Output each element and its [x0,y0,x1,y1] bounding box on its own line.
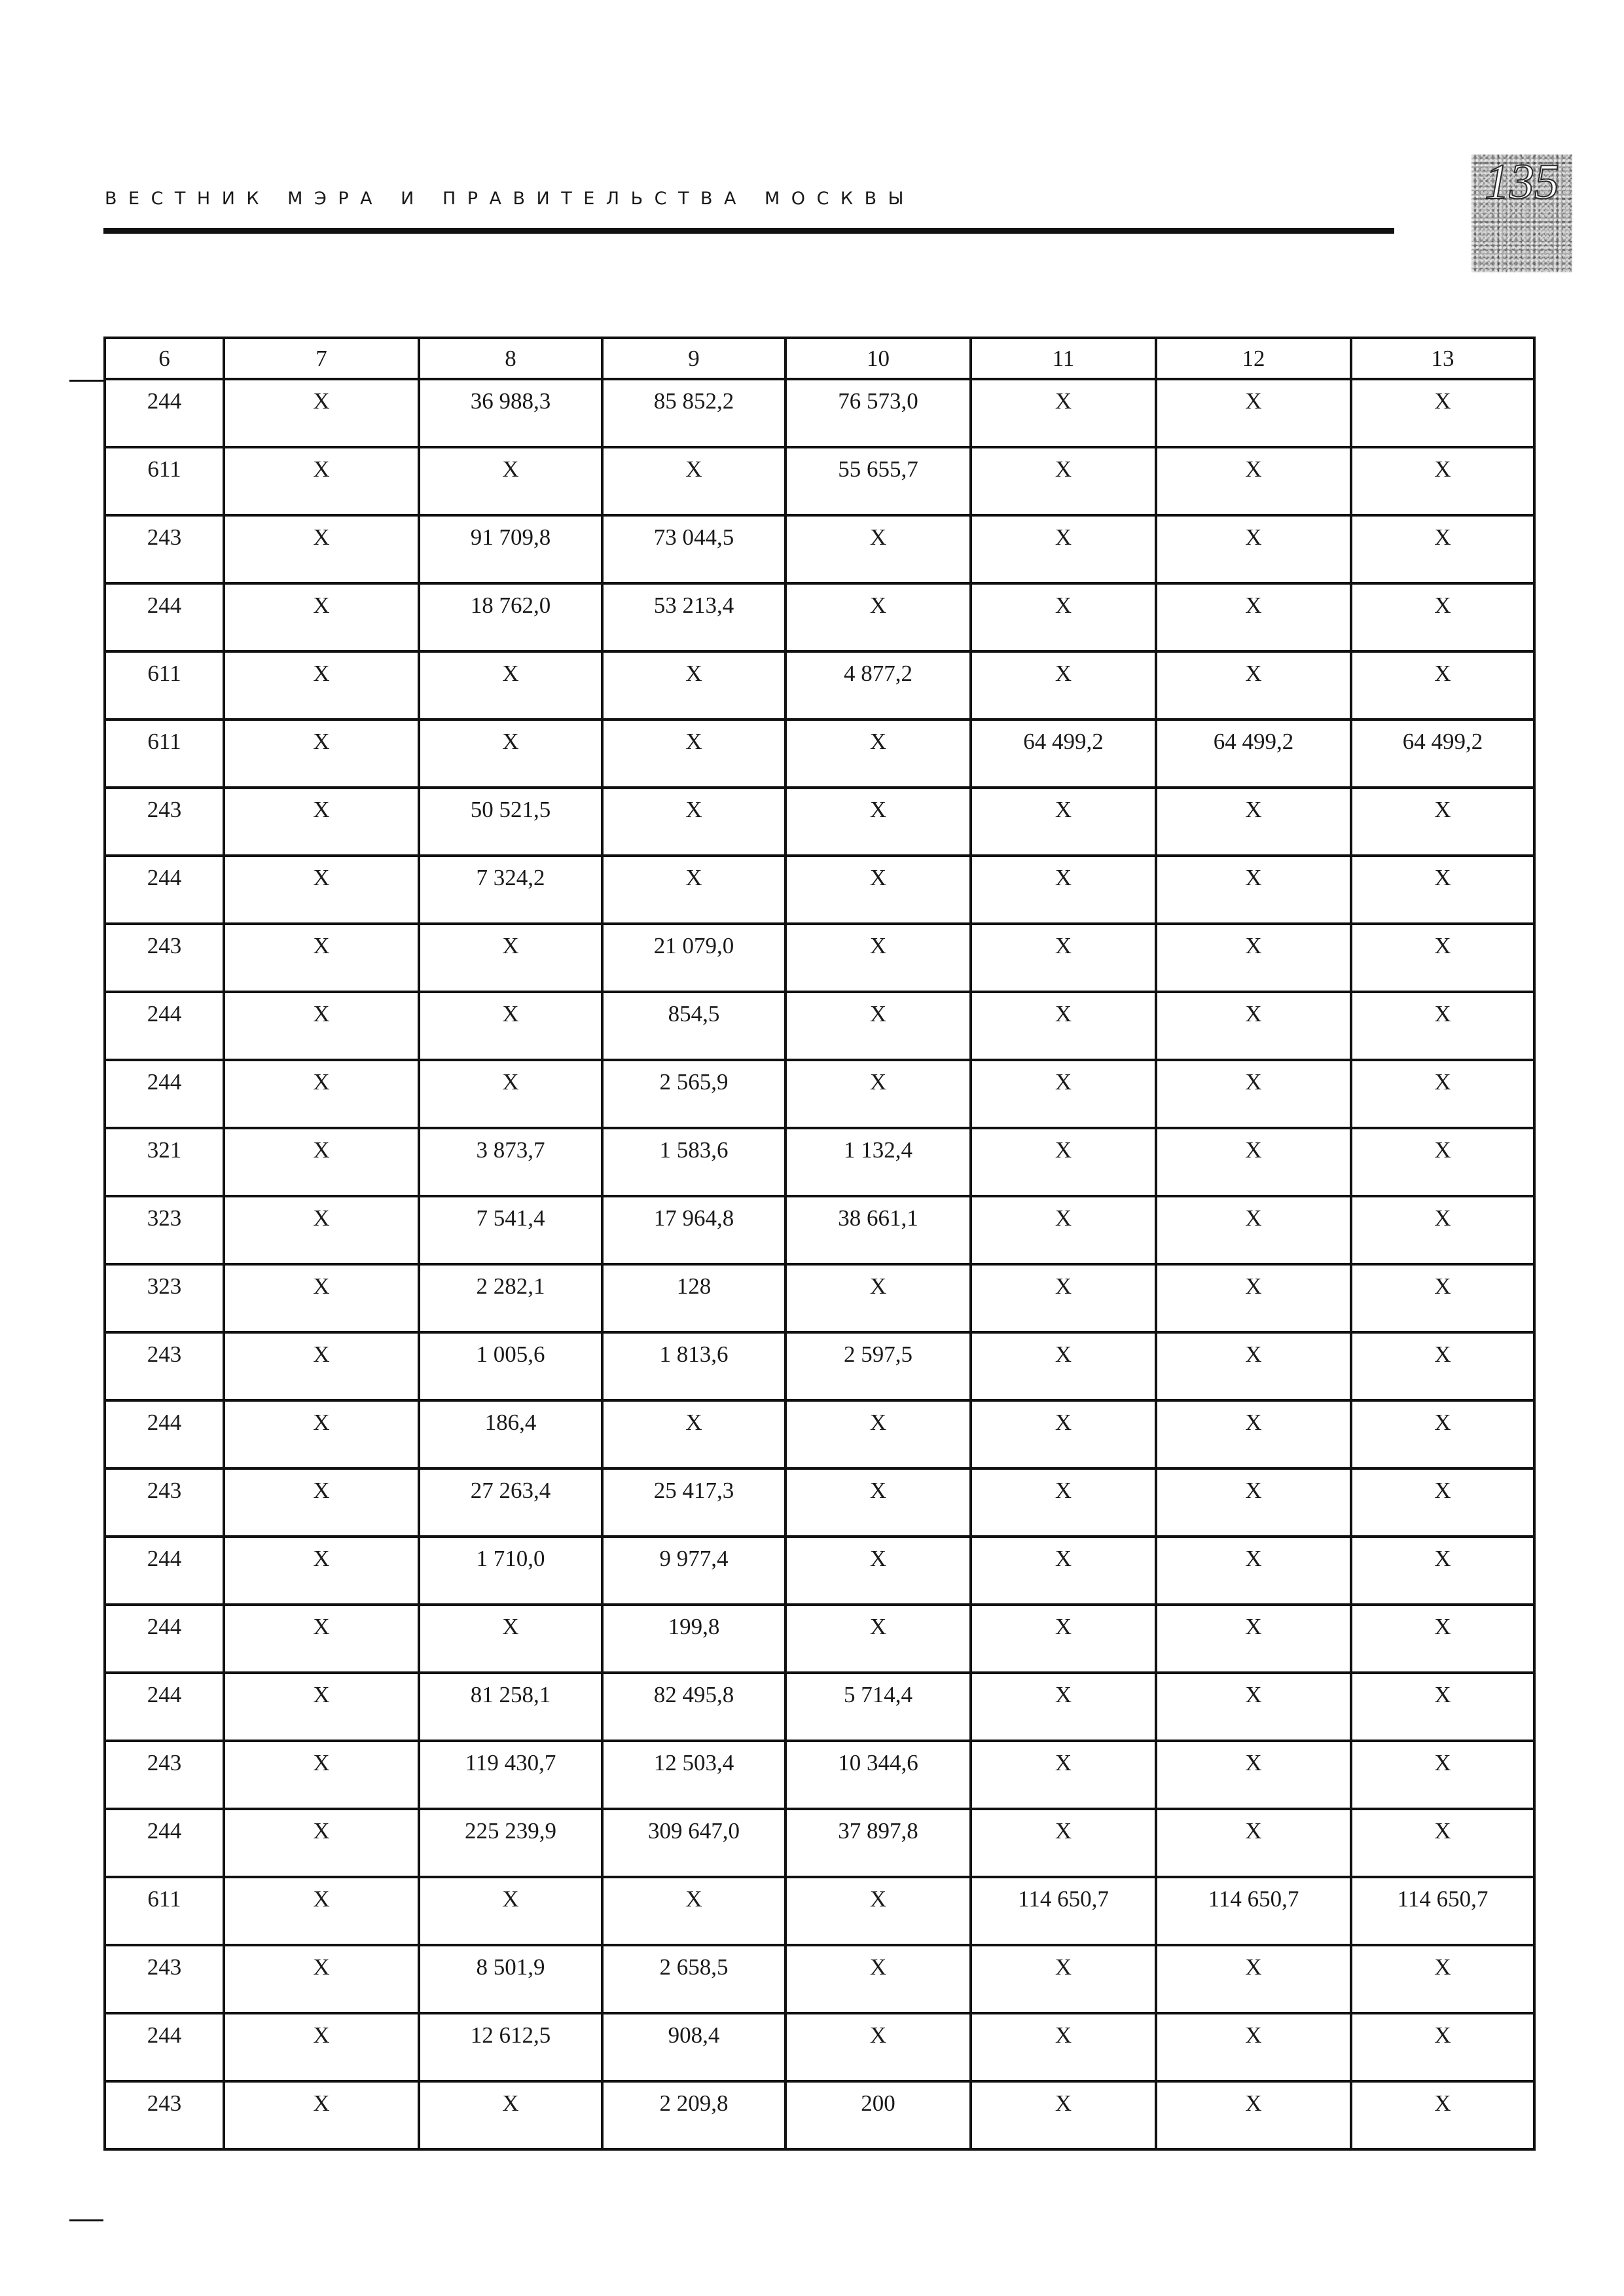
table-cell: X [1351,447,1534,515]
table-cell: X [1156,1468,1351,1537]
table-cell: X [1351,2013,1534,2081]
table-cell: 1 813,6 [602,1332,785,1400]
table-cell: 128 [602,1264,785,1332]
table-cell: 908,4 [602,2013,785,2081]
table-cell: 199,8 [602,1605,785,1673]
table-cell: X [1156,1605,1351,1673]
table-cell: X [785,1060,971,1128]
table-cell: X [224,2013,419,2081]
page-number: 135 [1485,155,1559,210]
column-header: 12 [1156,338,1351,379]
table-cell: 12 503,4 [602,1741,785,1809]
table-cell: 10 344,6 [785,1741,971,1809]
table-cell: X [785,924,971,992]
table-cell: X [224,1605,419,1673]
table-cell: X [971,379,1156,447]
table-cell: X [224,1332,419,1400]
table-cell: X [1351,1809,1534,1877]
table-cell: X [224,447,419,515]
table-cell: 323 [105,1196,224,1264]
table-cell: X [1351,515,1534,583]
table-cell: X [1156,651,1351,720]
table-cell: X [785,788,971,856]
table-cell: 73 044,5 [602,515,785,583]
table-cell: X [971,1605,1156,1673]
table-cell: 38 661,1 [785,1196,971,1264]
table-cell: 119 430,7 [419,1741,602,1809]
table-container [103,337,1533,2151]
table-cell: X [971,1741,1156,1809]
table-cell: 2 209,8 [602,2081,785,2149]
table-cell: X [419,447,602,515]
table-cell: X [785,1537,971,1605]
table-cell: X [224,788,419,856]
table-cell: X [1156,379,1351,447]
table-cell: X [224,1196,419,1264]
table-cell: 4 877,2 [785,651,971,720]
table-cell: X [224,1537,419,1605]
table-cell: 114 650,7 [1351,1877,1534,1945]
table-cell: X [1351,1673,1534,1741]
table-cell: 12 612,5 [419,2013,602,2081]
table-cell: X [1156,992,1351,1060]
table-cell: X [224,515,419,583]
table-cell: 225 239,9 [419,1809,602,1877]
table-row [105,2013,1534,2081]
column-header: 11 [971,338,1156,379]
table-cell: X [971,515,1156,583]
table-row [105,379,1534,447]
table-cell: X [419,720,602,788]
table-cell: X [971,2081,1156,2149]
table-cell: 2 282,1 [419,1264,602,1332]
table-cell: 53 213,4 [602,583,785,651]
table-cell: 114 650,7 [971,1877,1156,1945]
table-cell: X [971,1400,1156,1468]
table-cell: X [224,1128,419,1196]
table-cell: 17 964,8 [602,1196,785,1264]
table-cell: X [971,1128,1156,1196]
table-cell: X [971,1673,1156,1741]
table-cell: 244 [105,856,224,924]
table-cell: X [971,1332,1156,1400]
table-cell: X [1351,856,1534,924]
table-cell: X [1351,1605,1534,1673]
table-header-row [105,338,1534,379]
table-cell: X [971,1468,1156,1537]
table-cell: X [602,651,785,720]
table-cell: X [785,1945,971,2013]
table-row [105,720,1534,788]
table-cell: X [785,720,971,788]
table-cell: 8 501,9 [419,1945,602,2013]
table-cell: X [785,1877,971,1945]
data-table [103,337,1536,2151]
table-row [105,992,1534,1060]
table-cell: 243 [105,788,224,856]
table-cell: 323 [105,1264,224,1332]
table-cell: X [1351,924,1534,992]
table-cell: 3 873,7 [419,1128,602,1196]
column-header: 10 [785,338,971,379]
table-cell: X [971,1809,1156,1877]
table-cell: 2 565,9 [602,1060,785,1128]
table-row [105,1332,1534,1400]
table-cell: 244 [105,992,224,1060]
table-cell: 611 [105,720,224,788]
table-cell: X [785,2013,971,2081]
table-row [105,1400,1534,1468]
table-cell: 309 647,0 [602,1809,785,1877]
table-cell: X [1156,515,1351,583]
table-cell: X [1351,651,1534,720]
table-row [105,1128,1534,1196]
table-cell: X [224,1741,419,1809]
header-divider [103,228,1394,234]
table-cell: 243 [105,2081,224,2149]
column-header: 13 [1351,338,1534,379]
table-cell: X [785,992,971,1060]
table-cell: X [1351,2081,1534,2149]
column-header: 8 [419,338,602,379]
table-cell: 244 [105,1809,224,1877]
table-cell: X [602,856,785,924]
table-cell: X [1351,1196,1534,1264]
table-cell: X [1156,1537,1351,1605]
table-cell: X [1351,1400,1534,1468]
table-cell: X [224,1877,419,1945]
table-cell: X [971,992,1156,1060]
table-row [105,1945,1534,2013]
table-cell: 321 [105,1128,224,1196]
table-cell: X [224,1400,419,1468]
table-cell: X [1156,1945,1351,2013]
table-cell: X [1156,1060,1351,1128]
table-row [105,924,1534,992]
table-cell: 2 658,5 [602,1945,785,2013]
page-number-badge [1471,155,1572,272]
table-cell: 243 [105,515,224,583]
table-cell: X [224,2081,419,2149]
table-left-stub-top [69,380,103,382]
table-cell: X [419,924,602,992]
table-cell: 18 762,0 [419,583,602,651]
table-cell: X [419,1605,602,1673]
table-cell: 9 977,4 [602,1537,785,1605]
table-row [105,1060,1534,1128]
table-cell: X [971,1196,1156,1264]
table-cell: X [785,1605,971,1673]
table-cell: X [1156,1128,1351,1196]
table-row [105,1809,1534,1877]
table-cell: X [1351,1264,1534,1332]
table-cell: 1 132,4 [785,1128,971,1196]
table-cell: X [971,788,1156,856]
table-cell: 7 324,2 [419,856,602,924]
table-cell: X [971,651,1156,720]
table-cell: X [1156,1400,1351,1468]
table-cell: 36 988,3 [419,379,602,447]
table-body [105,379,1534,2149]
table-cell: X [971,1264,1156,1332]
table-cell: 244 [105,1060,224,1128]
table-cell: X [419,1877,602,1945]
table-cell: 64 499,2 [1351,720,1534,788]
table-cell: X [224,583,419,651]
table-cell: 64 499,2 [971,720,1156,788]
table-row [105,1264,1534,1332]
table-cell: 55 655,7 [785,447,971,515]
table-cell: X [224,651,419,720]
table-left-stub-bottom [69,2219,103,2221]
table-cell: 244 [105,1537,224,1605]
table-row [105,651,1534,720]
table-cell: 244 [105,583,224,651]
table-cell: X [1351,1741,1534,1809]
table-cell: X [785,1400,971,1468]
table-cell: 186,4 [419,1400,602,1468]
table-row [105,1605,1534,1673]
table-cell: X [1156,2013,1351,2081]
table-cell: 854,5 [602,992,785,1060]
table-cell: X [1351,1945,1534,2013]
table-cell: 243 [105,1468,224,1537]
table-row [105,1537,1534,1605]
publication-title: ВЕСТНИК МЭРА И ПРАВИТЕЛЬСТВА МОСКВЫ [105,189,915,209]
table-cell: 64 499,2 [1156,720,1351,788]
table-cell: 244 [105,1400,224,1468]
table-cell: 5 714,4 [785,1673,971,1741]
table-cell: 81 258,1 [419,1673,602,1741]
table-cell: X [1351,1332,1534,1400]
table-cell: X [602,788,785,856]
table-row [105,1196,1534,1264]
table-cell: X [224,856,419,924]
table-row [105,515,1534,583]
table-cell: X [1156,447,1351,515]
table-cell: X [1156,1673,1351,1741]
table-cell: 244 [105,379,224,447]
table-cell: X [1156,2081,1351,2149]
table-cell: 243 [105,1945,224,2013]
table-cell: X [1156,856,1351,924]
table-cell: X [1156,924,1351,992]
table-cell: X [1351,379,1534,447]
table-cell: X [1156,1741,1351,1809]
table-cell: X [1156,1332,1351,1400]
table-cell: X [971,583,1156,651]
table-cell: X [1351,1060,1534,1128]
table-cell: X [224,1468,419,1537]
table-cell: X [224,379,419,447]
table-cell: X [1156,1809,1351,1877]
table-cell: 85 852,2 [602,379,785,447]
table-cell: 37 897,8 [785,1809,971,1877]
table-row [105,788,1534,856]
table-cell: X [785,1264,971,1332]
table-cell: X [224,1673,419,1741]
table-cell: X [224,924,419,992]
table-cell: X [1351,1468,1534,1537]
table-cell: 1 710,0 [419,1537,602,1605]
table-cell: 244 [105,1673,224,1741]
table-cell: X [224,720,419,788]
table-row [105,2081,1534,2149]
table-cell: X [1156,788,1351,856]
table-row [105,447,1534,515]
table-cell: X [1351,788,1534,856]
table-cell: 1 005,6 [419,1332,602,1400]
table-cell: 114 650,7 [1156,1877,1351,1945]
table-cell: X [224,1809,419,1877]
table-cell: 243 [105,1332,224,1400]
table-cell: X [224,992,419,1060]
table-cell: X [602,447,785,515]
table-row [105,583,1534,651]
table-cell: X [971,1537,1156,1605]
table-cell: 243 [105,1741,224,1809]
table-row [105,856,1534,924]
table-cell: 243 [105,924,224,992]
table-cell: X [602,720,785,788]
table-cell: X [1351,583,1534,651]
table-row [105,1673,1534,1741]
table-cell: X [419,1060,602,1128]
table-cell: X [785,515,971,583]
table-cell: X [971,2013,1156,2081]
table-cell: X [224,1060,419,1128]
table-cell: X [785,583,971,651]
table-cell: 50 521,5 [419,788,602,856]
table-cell: 76 573,0 [785,379,971,447]
table-cell: X [224,1264,419,1332]
table-cell: 611 [105,447,224,515]
table-cell: X [1351,1537,1534,1605]
table-cell: X [971,856,1156,924]
column-header: 9 [602,338,785,379]
table-cell: X [971,447,1156,515]
table-cell: X [602,1400,785,1468]
column-header: 7 [224,338,419,379]
table-cell: 27 263,4 [419,1468,602,1537]
column-header: 6 [105,338,224,379]
table-cell: X [971,924,1156,992]
table-cell: X [1156,1264,1351,1332]
table-cell: 611 [105,1877,224,1945]
table-cell: 611 [105,651,224,720]
table-cell: 1 583,6 [602,1128,785,1196]
table-header [105,338,1534,379]
table-cell: 7 541,4 [419,1196,602,1264]
table-cell: 25 417,3 [602,1468,785,1537]
table-row [105,1741,1534,1809]
table-cell: X [602,1877,785,1945]
table-cell: X [971,1060,1156,1128]
table-cell: 21 079,0 [602,924,785,992]
table-cell: X [419,992,602,1060]
table-cell: X [1351,1128,1534,1196]
table-cell: X [971,1945,1156,2013]
table-cell: 200 [785,2081,971,2149]
table-cell: 2 597,5 [785,1332,971,1400]
table-row [105,1468,1534,1537]
table-cell: 244 [105,2013,224,2081]
table-cell: X [785,856,971,924]
table-cell: X [419,2081,602,2149]
table-cell: X [419,651,602,720]
table-cell: 82 495,8 [602,1673,785,1741]
table-cell: 244 [105,1605,224,1673]
table-cell: X [224,1945,419,2013]
table-cell: X [1156,1196,1351,1264]
table-cell: 91 709,8 [419,515,602,583]
table-cell: X [785,1468,971,1537]
table-row [105,1877,1534,1945]
table-cell: X [1156,583,1351,651]
table-cell: X [1351,992,1534,1060]
